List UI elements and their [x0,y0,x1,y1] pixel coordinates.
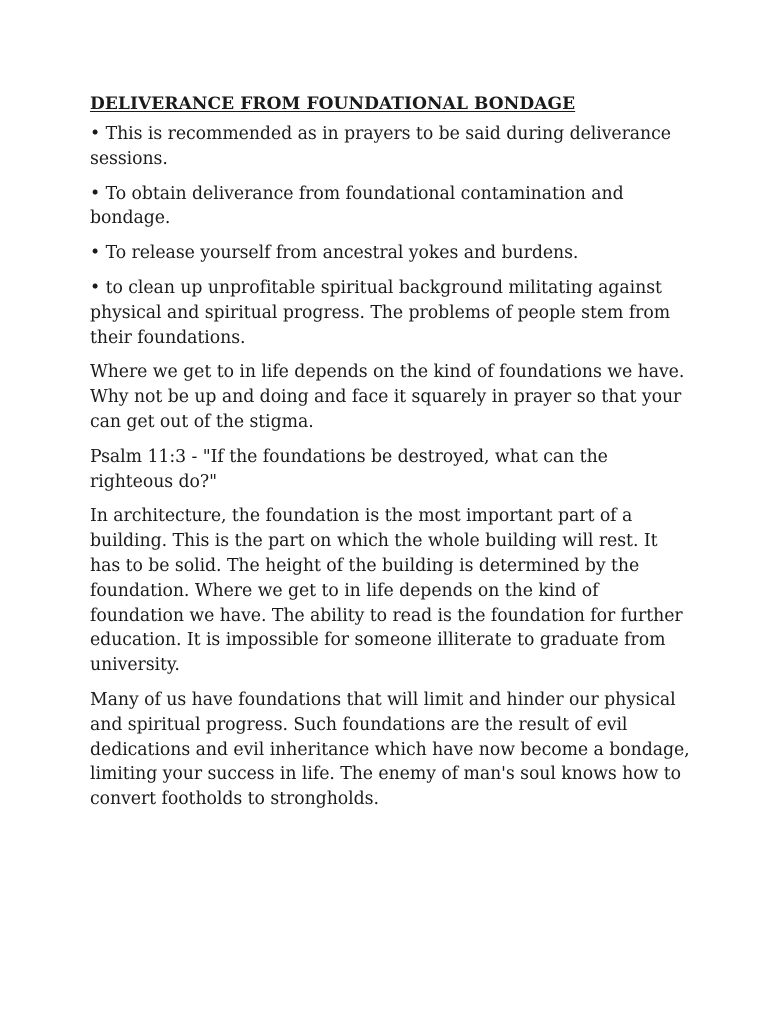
bullet-spiritual-background: • to clean up unprofitable spiritual background militating against physical and spiritual progress. The problems of people stem from their foundations. [90,277,671,348]
paragraph-where-we-get: Where we get to in life depends on the kind of foundations we have. Why not be up and doing and face it squarely in prayer so that your can get out of the stigma. [90,362,685,432]
paragraph-foundations-limit: Many of us have foundations that will limit and hinder our physical and spiritual progress. Such foundations are the result of evil dedications and evil inheritance which have now become a bondage, limiting your success in life. The enemy of man's soul knows how to convert footholds to strongholds. [90,689,690,810]
bullet-ancestral-yokes: • To release yourself from ancestral yokes and burdens. [90,243,579,264]
bullet-deliverance-sessions: • This is recommended as in prayers to be said during deliverance sessions. [90,124,671,169]
document-title: DELIVERANCE FROM FOUNDATIONAL BONDAGE [90,94,576,114]
document-body [90,92,690,822]
paragraph-architecture: In architecture, the foundation is the most important part of a building. This is the part on which the whole building will rest. It has to be solid. The height of the building is determined by the foundation. Where we get to in life depends on the kind of foundation we have. The ability to read is the foundation for further education. It is impossible for someone illiterate to graduate from university. [90,506,683,676]
bullet-foundational-contamination: • To obtain deliverance from foundational contamination and bondage. [90,183,624,229]
paragraph-psalm-quote: Psalm 11:3 - "If the foundations be destroyed, what can the righteous do?" [90,446,608,492]
